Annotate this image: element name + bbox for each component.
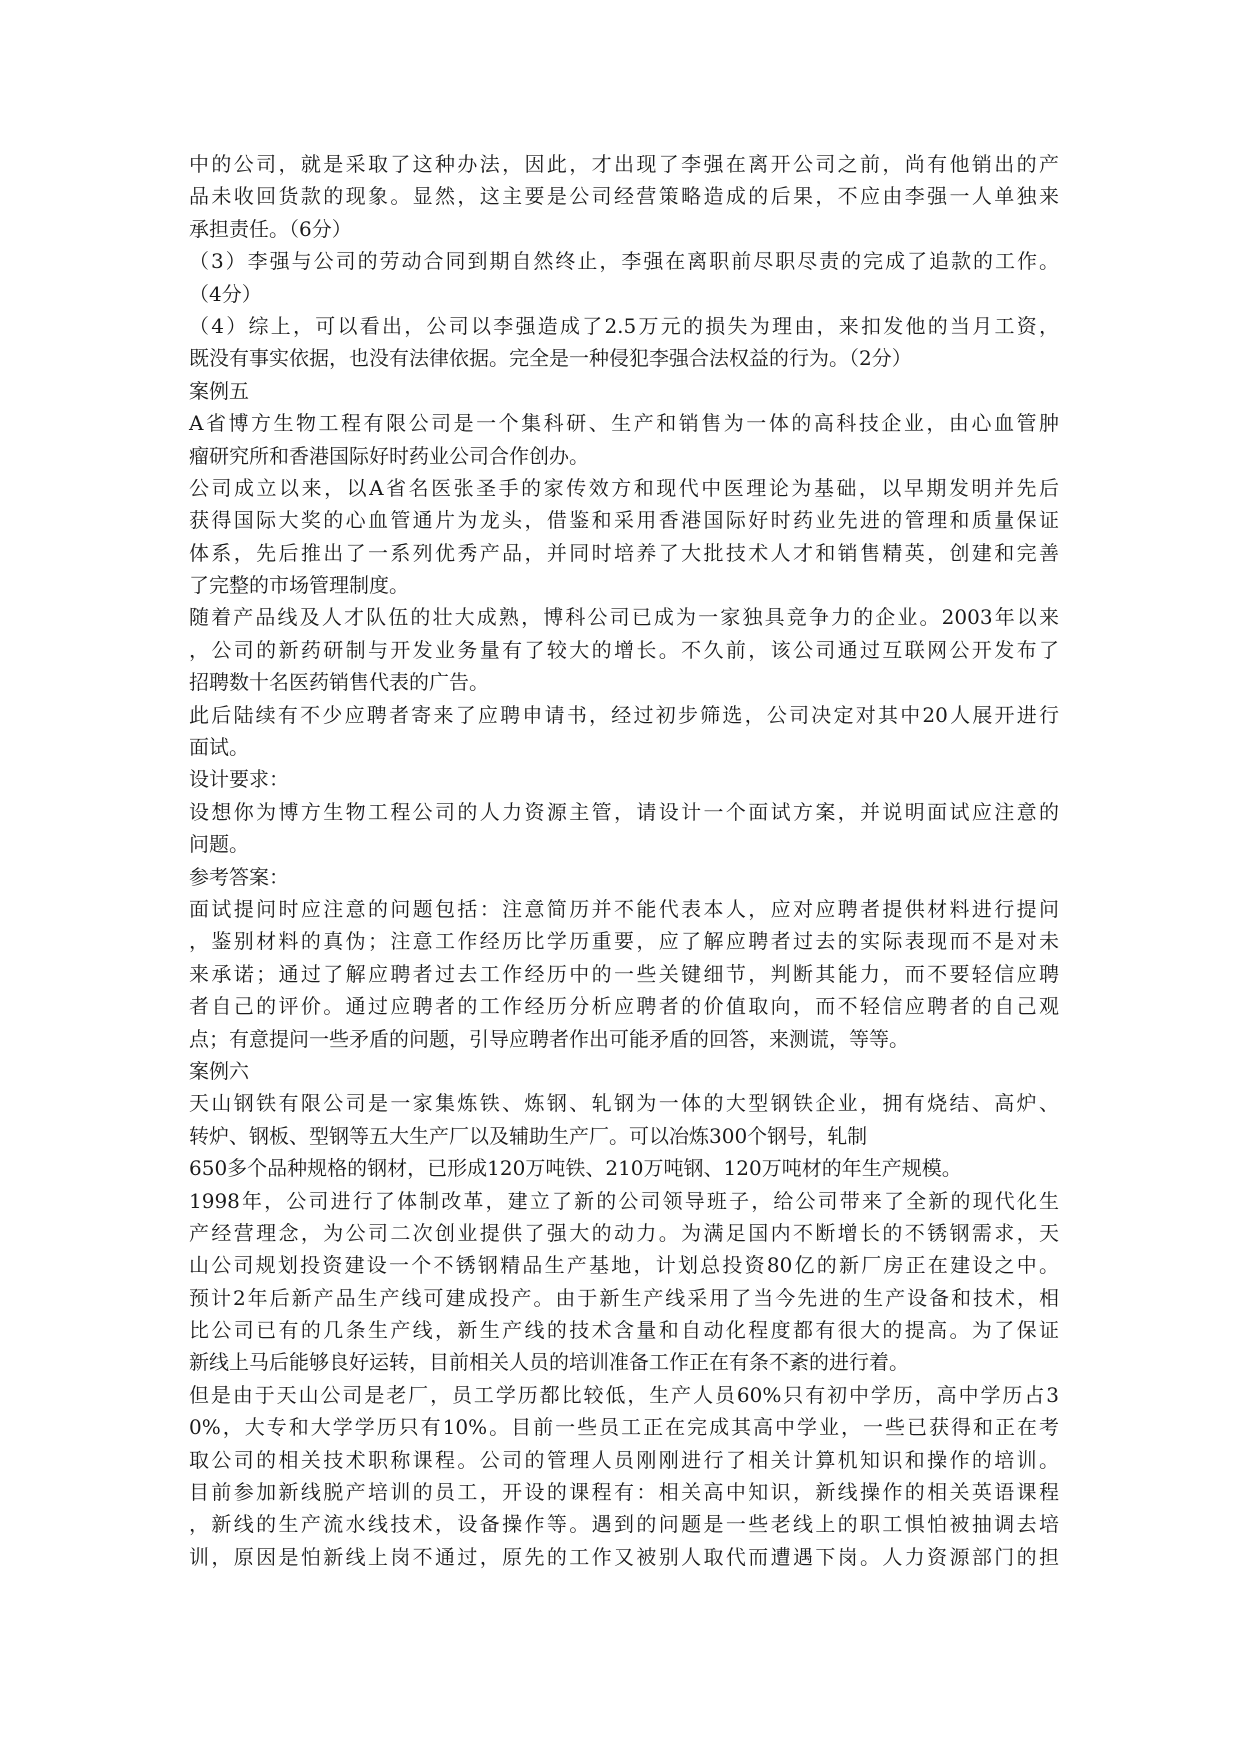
text-line: （4分） <box>189 281 262 306</box>
text-line: 650多个品种规格的钢材，已形成120万吨铁、210万吨钢、120万吨材的年生产规模。 <box>189 1156 962 1181</box>
text-line: 0%，大专和大学学历只有10%。目前一些员工正在完成其高中学业，一些已获得和正在考 <box>189 1415 1059 1440</box>
text-line: 公司成立以来，以A省名医张圣手的家传效方和现代中医理论为基础，以早期发明并先后 <box>189 475 1059 500</box>
text-line: 设计要求： <box>189 767 289 792</box>
text-line: 案例五 <box>189 378 249 403</box>
text-line: 者自己的评价。通过应聘者的工作经历分析应聘者的价值取向，而不轻信应聘者的自己观 <box>189 994 1059 1019</box>
text-line: 瘤研究所和香港国际好时药业公司合作创办。 <box>189 443 589 468</box>
text-line: 获得国际大奖的心血管通片为龙头，借鉴和采用香港国际好时药业先进的管理和质量保证 <box>189 508 1059 533</box>
text-line: 天山钢铁有限公司是一家集炼铁、炼钢、轧钢为一体的大型钢铁企业，拥有烧结、高炉、 <box>189 1091 1059 1116</box>
text-line: 既没有事实依据，也没有法律依据。完全是一种侵犯李强合法权益的行为。（2分） <box>189 346 912 371</box>
text-line: 体系，先后推出了一系列优秀产品，并同时培养了大批技术人才和销售精英，创建和完善 <box>189 540 1059 565</box>
text-line: 招聘数十名医药销售代表的广告。 <box>189 670 489 695</box>
text-line: 点；有意提问一些矛盾的问题，引导应聘者作出可能矛盾的回答，来测谎，等等。 <box>189 1026 909 1051</box>
text-line: 承担责任。（6分） <box>189 216 352 241</box>
text-line: 面试。 <box>189 735 249 760</box>
document-page <box>189 148 1059 1573</box>
text-line: 了完整的市场管理制度。 <box>189 573 409 598</box>
text-line: 山公司规划投资建设一个不锈钢精品生产基地，计划总投资80亿的新厂房正在建设之中。 <box>189 1253 1059 1278</box>
text-line: 训，原因是怕新线上岗不通过，原先的工作又被别人取代而遭遇下岗。人力资源部门的担 <box>189 1544 1059 1569</box>
text-line: 1998年，公司进行了体制改革，建立了新的公司领导班子，给公司带来了全新的现代化生 <box>189 1188 1059 1213</box>
text-line: ，鉴别材料的真伪；注意工作经历比学历重要，应了解应聘者过去的实际表现而不是对未 <box>189 929 1059 954</box>
text-line: 预计2年后新产品生产线可建成投产。由于新生产线采用了当今先进的生产设备和技术，相 <box>189 1285 1059 1310</box>
text-line: 设想你为博方生物工程公司的人力资源主管，请设计一个面试方案，并说明面试应注意的 <box>189 799 1059 824</box>
text-line: （4）综上，可以看出，公司以李强造成了2.5万元的损失为理由，来扣发他的当月工资， <box>189 313 1059 338</box>
text-line: 新线上马后能够良好运转，目前相关人员的培训准备工作正在有条不紊的进行着。 <box>189 1350 909 1375</box>
text-line: 品未收回货款的现象。显然，这主要是公司经营策略造成的后果，不应由李强一人单独来 <box>189 184 1059 209</box>
text-line: 比公司已有的几条生产线，新生产线的技术含量和自动化程度都有很大的提高。为了保证 <box>189 1318 1059 1343</box>
text-line: 案例六 <box>189 1058 249 1083</box>
text-line: （3）李强与公司的劳动合同到期自然终止，李强在离职前尽职尽责的完成了追款的工作。 <box>189 249 1059 274</box>
text-line: 随着产品线及人才队伍的壮大成熟，博科公司已成为一家独具竞争力的企业。2003年以来 <box>189 605 1059 630</box>
text-line: 中的公司，就是采取了这种办法，因此，才出现了李强在离开公司之前，尚有他销出的产 <box>189 152 1059 176</box>
text-line: 取公司的相关技术职称课程。公司的管理人员刚刚进行了相关计算机知识和操作的培训。 <box>189 1447 1059 1472</box>
text-line: 面试提问时应注意的问题包括：注意简历并不能代表本人，应对应聘者提供材料进行提问 <box>189 896 1059 921</box>
text-line: ，公司的新药研制与开发业务量有了较大的增长。不久前，该公司通过互联网公开发布了 <box>189 637 1059 662</box>
text-line: 此后陆续有不少应聘者寄来了应聘申请书，经过初步筛选，公司决定对其中20人展开进行 <box>189 702 1059 727</box>
text-line: 产经营理念，为公司二次创业提供了强大的动力。为满足国内不断增长的不锈钢需求，天 <box>189 1220 1059 1245</box>
text-line: 来承诺；通过了解应聘者过去工作经历中的一些关键细节，判断其能力，而不要轻信应聘 <box>189 961 1059 986</box>
text-line: 但是由于天山公司是老厂，员工学历都比较低，生产人员60%只有初中学历，高中学历占3 <box>189 1382 1059 1407</box>
text-line: 转炉、钢板、型钢等五大生产厂以及辅助生产厂。可以冶炼300个钢号，轧制 <box>189 1123 868 1148</box>
text-line: 目前参加新线脱产培训的员工，开设的课程有：相关高中知识，新线操作的相关英语课程 <box>189 1480 1059 1505</box>
text-line: ，新线的生产流水线技术，设备操作等。遇到的问题是一些老线上的职工惧怕被抽调去培 <box>189 1512 1059 1537</box>
text-line: 参考答案： <box>189 864 289 889</box>
text-line: 问题。 <box>189 832 249 857</box>
text-line: A省博方生物工程有限公司是一个集科研、生产和销售为一体的高科技企业，由心血管肿 <box>189 411 1059 436</box>
